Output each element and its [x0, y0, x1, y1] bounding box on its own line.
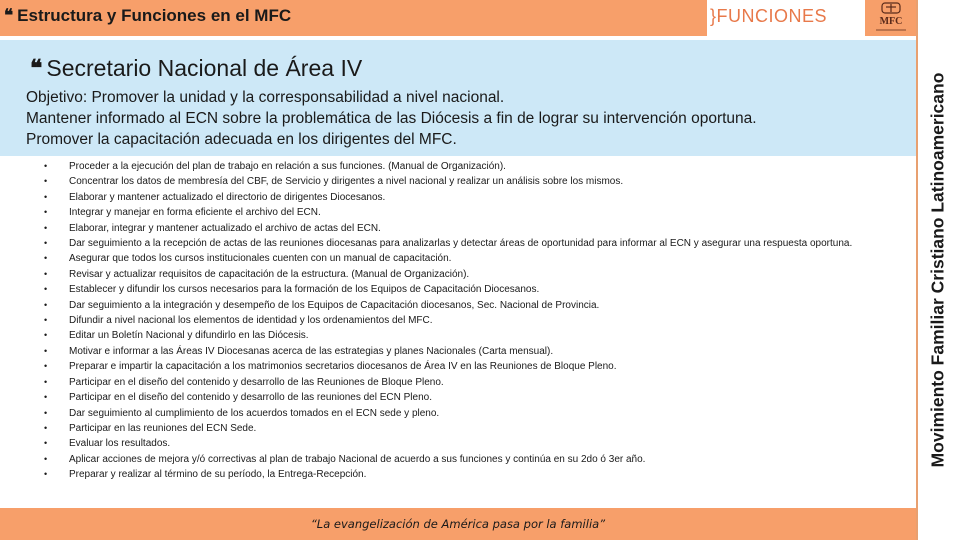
list-item: • Revisar y actualizar requisitos de capacitación de la estructura. (Manual de Organización). — [44, 267, 904, 282]
mfc-logo-icon — [868, 2, 914, 34]
slide-title — [4, 6, 291, 26]
list-item: • Motivar e informar a las Áreas IV Diocesanas acerca de las estrategias y planes Nacionales (Carta mensual). — [44, 344, 904, 359]
section-title-text: Secretario Nacional de Área IV — [46, 55, 363, 81]
list-item: • Difundir a nivel nacional los elementos de identidad y los ordenamientos del MFC. — [44, 313, 904, 328]
section-label: }FUNCIONES — [710, 6, 828, 26]
list-item: • Participar en las reuniones del ECN Sede. — [44, 421, 904, 436]
organization-name: Movimiento Familiar Cristiano Latinoamericano — [927, 72, 948, 468]
slide-title-text: Estructura y Funciones en el MFC — [17, 6, 292, 25]
objective-line: Promover la capacitación adecuada en los dirigentes del MFC. — [26, 131, 457, 148]
duties-list — [44, 159, 904, 483]
list-item: • Editar un Boletín Nacional y difundirlo en las Diócesis. — [44, 328, 904, 343]
list-item: • Proceder a la ejecución del plan de trabajo en relación a sus funciones. (Manual de Organización). — [44, 159, 904, 174]
list-item: • Participar en el diseño del contenido y desarrollo de las reuniones del ECN Pleno. — [44, 390, 904, 405]
list-item: • Establecer y difundir los cursos necesarios para la formación de los Equipos de Capacitación Diocesanos. — [44, 282, 904, 297]
objective-line: Objetivo: Promover la unidad y la corresponsabilidad a nivel nacional. — [26, 89, 505, 106]
objective-text — [26, 87, 757, 150]
objective-line: Mantener informado al ECN sobre la problemática de las Diócesis a fin de lograr su intervención oportuna. — [26, 110, 757, 127]
logo-text: MFC — [879, 16, 903, 27]
list-item: • Evaluar los resultados. — [44, 436, 904, 451]
list-item: • Dar seguimiento al cumplimiento de los acuerdos tomados en el ECN sede y pleno. — [44, 406, 904, 421]
list-item: • Elaborar y mantener actualizado el directorio de dirigentes Diocesanos. — [44, 190, 904, 205]
footer-quote: “La evangelización de América pasa por la familia” — [310, 517, 606, 531]
list-item: • Aplicar acciones de mejora y/ó correctivas al plan de trabajo Nacional de acuerdo a sus funciones y continúa en su 2do ó 3er año. — [44, 452, 904, 467]
list-item: • Asegurar que todos los cursos institucionales cuenten con un manual de capacitación. — [44, 251, 904, 266]
list-item: • Preparar e impartir la capacitación a los matrimonios secretarios diocesanos de Área IV en las Reuniones de Bloque Pleno. — [44, 359, 904, 374]
quote-icon: ❝ — [30, 55, 43, 82]
list-item: • Dar seguimiento a la recepción de actas de las reuniones diocesanas para analizarlas y detectar áreas de oportunidad para informar al ECN y asegurar una respuesta oportuna. — [44, 236, 904, 251]
list-item: • Integrar y manejar en forma eficiente el archivo del ECN. — [44, 205, 904, 220]
section-title — [30, 55, 362, 82]
list-item: • Participar en el diseño del contenido y desarrollo de las Reuniones de Bloque Pleno. — [44, 375, 904, 390]
quote-icon: ❝ — [4, 6, 14, 26]
list-item: • Preparar y realizar al término de su período, la Entrega-Recepción. — [44, 467, 904, 482]
list-item: • Elaborar, integrar y mantener actualizado el archivo de actas del ECN. — [44, 221, 904, 236]
list-item: • Dar seguimiento a la integración y desempeño de los Equipos de Capacitación diocesanos, Sec. Nacional de Provincia. — [44, 298, 904, 313]
list-item: • Concentrar los datos de membresía del CBF, de Servicio y dirigentes a nivel nacional y realizar un análisis sobre los mismos. — [44, 174, 904, 189]
